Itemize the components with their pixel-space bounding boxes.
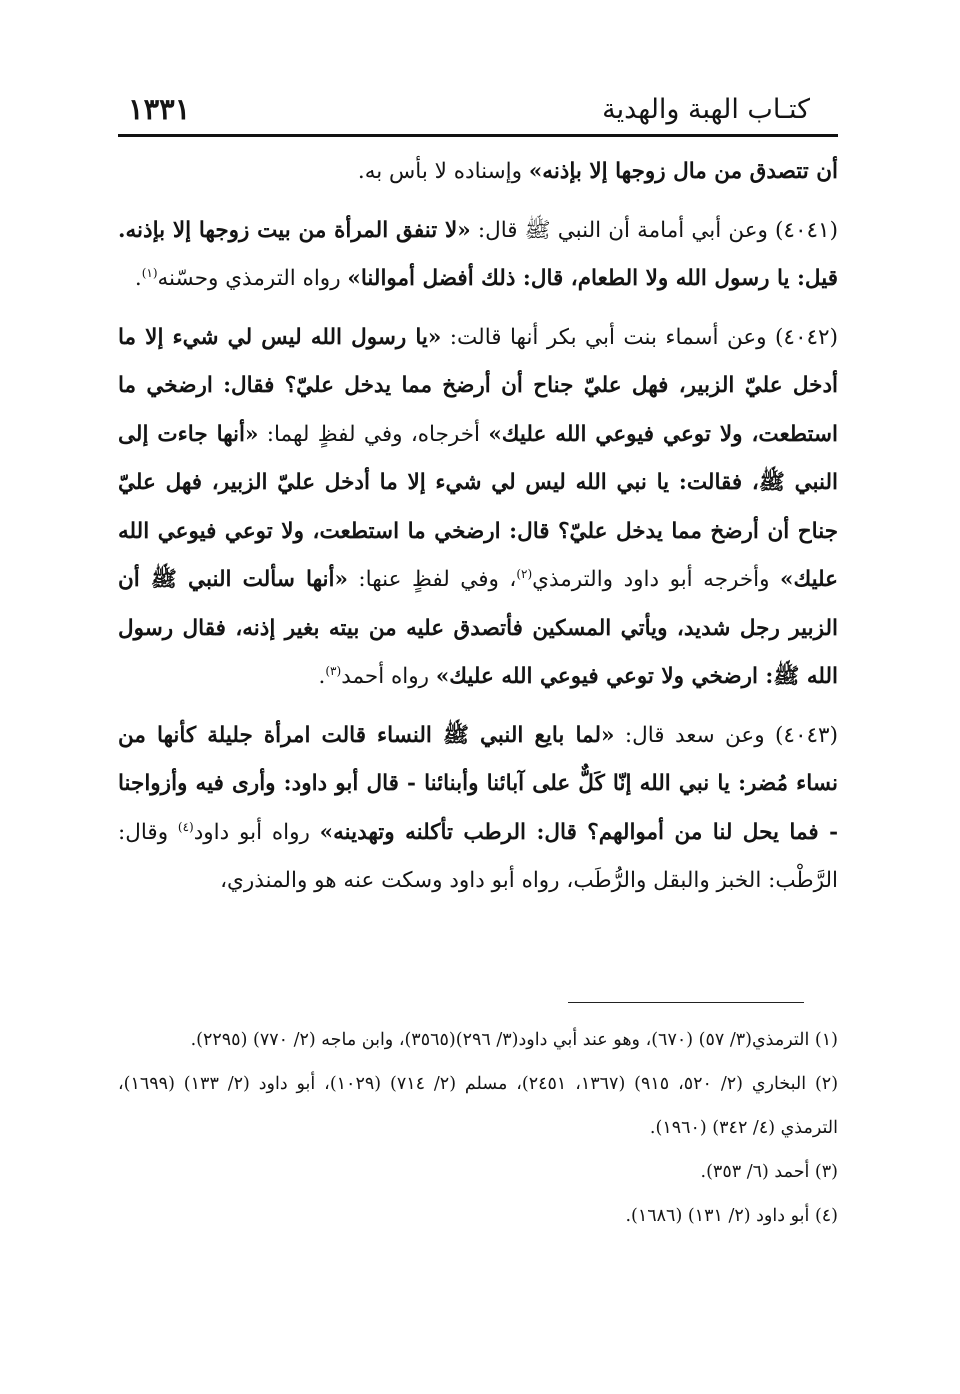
hadith-number: (٤٠٤٣) (775, 722, 838, 748)
page-header (118, 92, 838, 137)
footnotes (118, 1018, 838, 1238)
narration-text: . (318, 664, 326, 689)
narration-text: وأخرجه أبو داود والترمذي (532, 567, 781, 592)
hadith-number: (٤٠٤٢) (775, 324, 838, 350)
page-number: ١٣٣١ (128, 92, 191, 126)
narration-text: أخرجاه، وفي لفظٍ لهما: (258, 421, 489, 447)
hadith-quote: «لا تنفق المرأة من بيت زوجها إلا بإذنه. قيل: يا رسول الله ولا الطعام، قال: ذلك أفضل أموالنا» (118, 217, 838, 291)
footnote: (٤) أبو داود (٢/ ١٣١) (١٦٨٦). (625, 1206, 838, 1226)
narration-text: رواه أبو داود (193, 819, 320, 845)
hadith-quote: «يا رسول الله ليس لي شيء إلا ما أدخل عليّ الزبير، فهل عليّ جناح أن أرضخ مما يدخل عليّ؟ فقال: ارضخي ما استطعت، ولا توعي فيوعي الله عليك» (118, 324, 838, 447)
narration-text: وعن أسماء بنت أبي بكر أنها قالت: (441, 324, 776, 350)
footnote-marker: (٤) (177, 819, 194, 834)
paragraph (118, 314, 838, 702)
hadith-quote: «أنها جاءت إلى النبي ﷺ، فقالت: يا نبي الله ليس لي شيء إلا ما أدخل عليّ الزبير، فهل عليّ جناح أن أرضخ مما يدخل عليّ؟ قال: ارضخي ما استطعت، ولا توعي فيوعي الله عليك» (118, 421, 839, 592)
footnote-marker: (٣) (325, 663, 342, 678)
narration-text: وعن سعد قال: (614, 722, 776, 748)
footnote-marker: (١) (141, 265, 158, 280)
narration-text: ، وفي لفظٍ عنها: (347, 567, 517, 592)
paragraph (118, 712, 838, 906)
paragraph (118, 207, 838, 304)
narration-text: رواه أحمد (341, 664, 436, 689)
narration-text: وقال: الرَّطْب: الخبز والبقل والرُّطَب، رواه أبو داود وسكت عنه هو والمنذري، (118, 819, 838, 893)
paragraph (118, 148, 838, 197)
narration-text: وعن أبي أمامة أن النبي ﷺ قال: (470, 217, 776, 243)
narration-text: . (134, 266, 142, 291)
hadith-quote: «أنها سألت النبي ﷺ أن الزبير رجل شديد، ويأتي المسكين فأتصدق عليه من بيته بغير إذنه، فقال رسول الله ﷺ: ارضخي ولا توعي فيوعي الله عليك» (118, 567, 838, 689)
narration-text: وإسناده لا بأس به. (357, 159, 529, 184)
footnote-separator (568, 1002, 804, 1003)
hadith-quote: أن تتصدق من مال زوجها إلا بإذنه» (528, 159, 838, 184)
main-text (118, 148, 838, 916)
footnote: (١) الترمذي(٣/ ٥٧) (٦٧٠)، وهو عند أبي داود(٣/ ٢٩٦)(٣٥٦٥)، وابن ماجه (٢/ ٧٧٠) (٢٢٩٥). (190, 1030, 838, 1050)
footnote: (٣) أحمد (٦/ ٣٥٣). (700, 1162, 838, 1182)
running-title: كتـاب الهبة والهدية (602, 94, 810, 125)
footnote: (٢) البخاري (٢/ ٥٢٠، ٩١٥) (١٣٦٧، ٢٤٥١)، مسلم (٢/ ٧١٤) (١٠٢٩)، أبو داود (٢/ ١٣٣) (١٦٩٩)، الترمذي (٤/ ٣٤٢) (١٩٦٠). (118, 1074, 839, 1138)
narration-text: رواه الترمذي وحسّنه (157, 266, 348, 291)
hadith-quote: «لما بايع النبي ﷺ النساء قالت امرأة جليلة كأنها من نساء مُضر: يا نبي الله إنّا كَلٌّ على آبائنا وأبنائنا - قال أبو داود: وأرى فيه وأزواجنا - فما يحل لنا من أموالهم؟ قال: الرطب تأكلنه وتهدينه» (118, 722, 839, 845)
footnote-marker: (٢) (516, 566, 533, 581)
hadith-number: (٤٠٤١) (775, 217, 838, 243)
